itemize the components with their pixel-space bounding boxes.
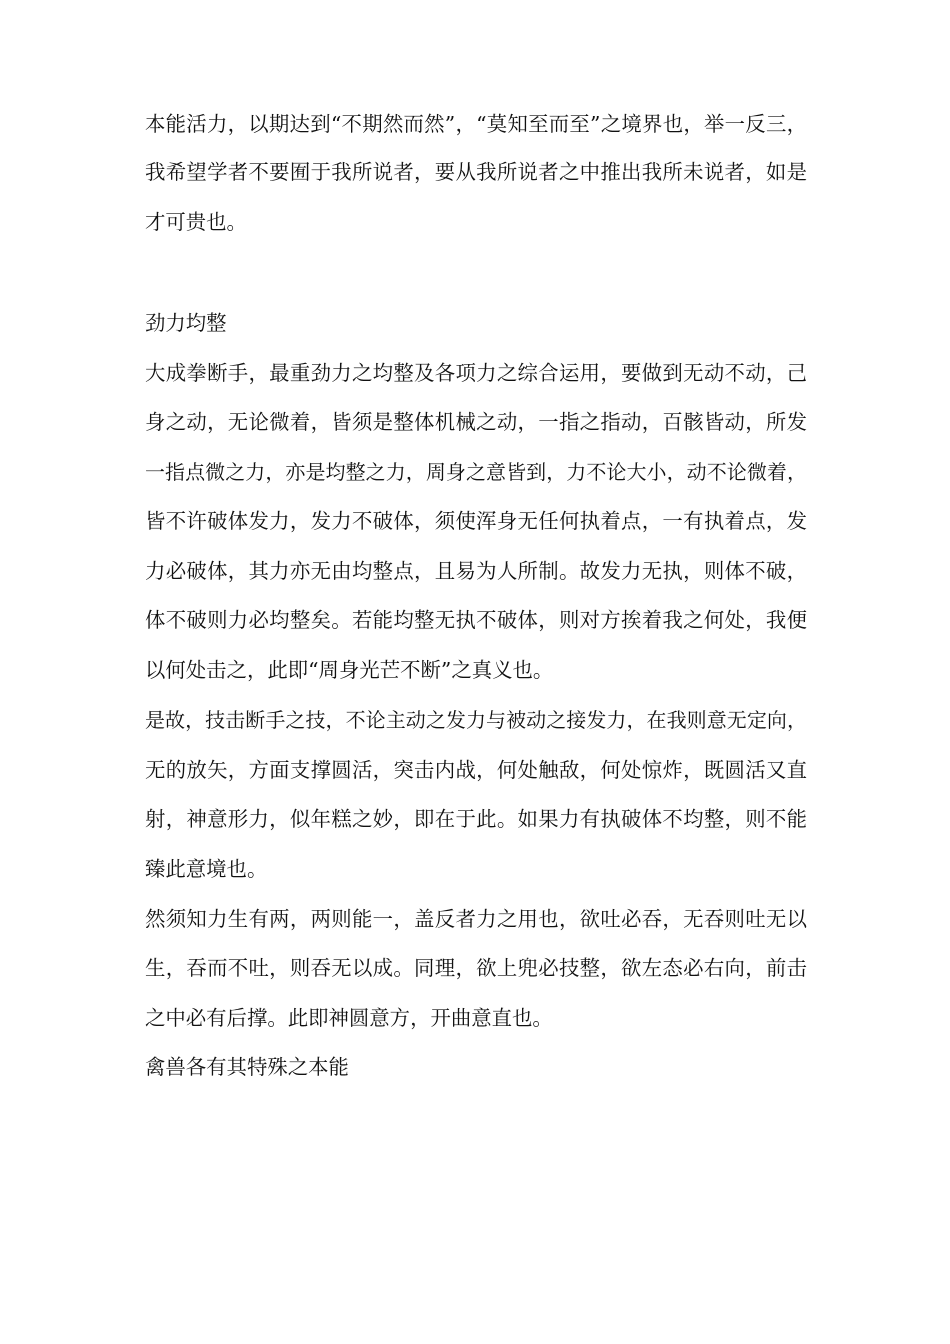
intro-line-2: 我希望学者不要囿于我所说者，要从我所说者之中推出我所未说者，如是 (145, 160, 807, 184)
intro-line-1: 本能活力，以期达到“不期然而然”，“莫知至而至”之境界也，举一反三， (145, 112, 807, 136)
section-heading-force: 劲力均整 (145, 311, 227, 335)
paragraph1-line-5: 力必破体，其力亦无由均整点，且易为人所制。故发力无执，则体不破， (145, 559, 807, 583)
paragraph1-line-6: 体不破则力必均整矣。若能均整无执不破体，则对方挨着我之何处，我便 (145, 608, 807, 632)
paragraph2-line-1: 是故，技击断手之技，不论主动之发力与被动之接发力，在我则意无定向， (145, 708, 807, 732)
paragraph3-line-1: 然须知力生有两，两则能一，盖反者力之用也，欲吐必吞，无吞则吐无以 (145, 907, 807, 931)
paragraph2-line-2: 无的放矢，方面支撑圆活，突击内战，何处触敌，何处惊炸，既圆活又直 (145, 758, 807, 782)
intro-line-3: 才可贵也。 (145, 210, 247, 234)
paragraph3-line-2: 生，吞而不吐，则吞无以成。同理，欲上兜必技整，欲左态必右向，前击 (145, 956, 807, 980)
paragraph1-line-4: 皆不许破体发力，发力不破体，须使浑身无任何执着点，一有执着点，发 (145, 509, 807, 533)
paragraph1-line-2: 身之动，无论微着，皆须是整体机械之动，一指之指动，百骸皆动，所发 (145, 410, 807, 434)
paragraph1-line-3: 一指点微之力，亦是均整之力，周身之意皆到，力不论大小，动不论微着， (145, 460, 807, 484)
paragraph2-line-3: 射，神意形力，似年糕之妙，即在于此。如果力有执破体不均整，则不能 (145, 807, 807, 831)
paragraph1-line-1: 大成拳断手，最重劲力之均整及各项力之综合运用，要做到无动不动，己 (145, 361, 807, 385)
paragraph3-line-3: 之中必有后撑。此即神圆意方，开曲意直也。 (145, 1006, 553, 1030)
section-heading-next: 禽兽各有其特殊之本能 (145, 1055, 349, 1079)
paragraph1-line-7: 以何处击之，此即“周身光芒不断”之真义也。 (145, 658, 554, 682)
paragraph2-line-4: 臻此意境也。 (145, 857, 268, 881)
